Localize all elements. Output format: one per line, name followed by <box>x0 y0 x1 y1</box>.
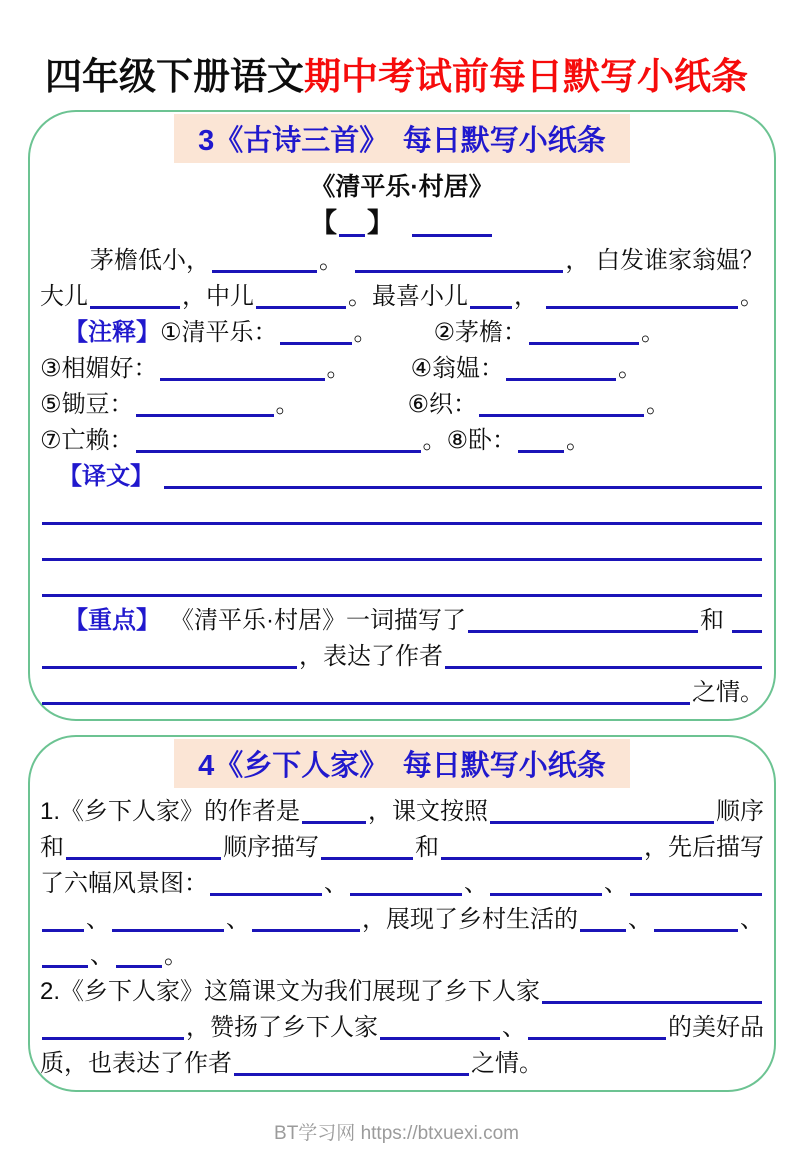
text-run: ①清平乐： <box>160 319 278 347</box>
worksheet-line <box>40 385 764 421</box>
label-text: 【注释】 <box>64 319 160 347</box>
text-run: 了六幅风景图： <box>40 870 208 898</box>
text-run: 、 <box>740 906 764 934</box>
blank-field <box>164 481 762 489</box>
blank-field <box>542 996 762 1004</box>
worksheet-line <box>40 637 764 673</box>
gap <box>154 492 162 493</box>
text-run: 、 <box>464 870 488 898</box>
blank-field <box>350 888 462 896</box>
text-run: 的美好品 <box>668 1014 764 1042</box>
text-run: 。 <box>326 355 351 383</box>
gap <box>538 312 544 313</box>
blank-field <box>546 301 738 309</box>
gap <box>343 276 353 277</box>
blank-field <box>654 924 738 932</box>
text-run: 。 <box>646 391 671 419</box>
text-run: 、 <box>90 942 114 970</box>
blank-field <box>445 661 762 669</box>
text-run: 。 <box>353 319 378 347</box>
worksheet-line <box>40 205 764 241</box>
label-text: 【译文】 <box>58 463 154 491</box>
text-run: ，中儿 <box>182 283 254 311</box>
blank-field <box>136 409 274 417</box>
text-run: 之情。 <box>471 1050 543 1078</box>
blank-field <box>355 265 563 273</box>
worksheet-line <box>40 900 764 936</box>
text-run: 1.《乡下人家》的作者是 <box>40 798 301 826</box>
blank-field <box>468 625 698 633</box>
section-lines <box>40 792 764 1080</box>
blank-field <box>256 301 346 309</box>
text-run: 【 <box>310 208 337 238</box>
footer-credit: BT学习网 https://btxuexi.com <box>274 1123 519 1145</box>
blank-field <box>280 337 352 345</box>
blank-field <box>506 373 616 381</box>
worksheet-line <box>40 493 764 529</box>
text-run: ，课文按照 <box>368 798 489 826</box>
blank-field <box>42 517 762 525</box>
blank-field <box>42 553 762 561</box>
text-run: ，展现了乡村生活的 <box>362 906 578 934</box>
text-run: ， 白发谁家翁媪？ <box>565 247 764 275</box>
blank-field <box>42 960 88 968</box>
text-run: 。 <box>641 319 666 347</box>
worksheet-line <box>40 349 764 385</box>
worksheet-line <box>40 457 764 493</box>
blank-field <box>490 816 714 824</box>
text-run: 】 <box>367 208 394 238</box>
text-run: 。⑧卧： <box>422 427 517 455</box>
text-run: 顺序描写 <box>223 834 319 862</box>
text-run: ③相媚好： <box>40 355 158 383</box>
section-header-label: 4《乡下人家》 每日默写小纸条 <box>198 750 606 783</box>
text-run: ⑦亡赖： <box>40 427 134 455</box>
blank-field <box>234 1068 469 1076</box>
blank-field <box>412 229 492 237</box>
section-header <box>174 739 630 788</box>
gap <box>351 384 411 385</box>
page-title-black: 四年级下册语文 <box>45 56 304 97</box>
worksheet-line <box>40 828 764 864</box>
text-run: 、 <box>604 870 628 898</box>
blank-field <box>380 1032 500 1040</box>
blank-field <box>732 625 762 633</box>
blank-field <box>136 445 421 453</box>
blank-field <box>529 337 639 345</box>
worksheet-line <box>40 421 764 457</box>
worksheet-line <box>40 167 764 205</box>
text-run: 。 <box>618 355 643 383</box>
blank-field <box>580 924 626 932</box>
text-run: 、 <box>502 1014 526 1042</box>
text-run: 。 <box>566 427 591 455</box>
blank-field <box>116 960 162 968</box>
worksheet-line <box>40 972 764 1008</box>
blank-field <box>490 888 602 896</box>
text-run: ④翁媪： <box>410 355 505 383</box>
worksheet-line <box>40 277 764 313</box>
text-run: ⑤锄豆： <box>40 391 134 419</box>
worksheet-line <box>40 241 764 277</box>
section-gushi-sanshou <box>28 110 776 721</box>
text-run: ， <box>514 283 538 311</box>
blank-field <box>470 301 512 309</box>
blank-field <box>42 1032 184 1040</box>
blank-field <box>112 924 224 932</box>
worksheet-line <box>40 1008 764 1044</box>
gap <box>724 636 730 637</box>
worksheet-line <box>40 565 764 601</box>
worksheet-line <box>40 936 764 972</box>
worksheet-line <box>40 673 764 709</box>
blank-field <box>518 445 564 453</box>
worksheet-line <box>40 792 764 828</box>
text-run: 、 <box>226 906 250 934</box>
blank-field <box>42 924 84 932</box>
blank-field <box>90 301 180 309</box>
text-run: 。 <box>740 283 764 311</box>
text-run: ⑥织： <box>407 391 478 419</box>
blank-field <box>630 888 762 896</box>
text-run: 。 <box>275 391 300 419</box>
label-text: 【重点】 <box>64 607 160 635</box>
blank-field <box>528 1032 666 1040</box>
section-xiangxia-renjia <box>28 735 776 1092</box>
text-run: 和 <box>700 607 724 635</box>
worksheet-line <box>40 313 764 349</box>
page-title-red: 期中考试前每日默写小纸条 <box>304 56 748 97</box>
text-run: 2.《乡下人家》这篇课文为我们展现了乡下人家 <box>40 978 541 1006</box>
text-run: 《清平乐·村居》一词描写了 <box>170 607 466 635</box>
blank-field <box>212 265 317 273</box>
section-header <box>174 114 630 163</box>
text-run: ，赞扬了乡下人家 <box>186 1014 378 1042</box>
blank-field <box>66 852 221 860</box>
blank-field <box>42 661 297 669</box>
worksheet-line <box>40 1044 764 1080</box>
blank-field <box>302 816 366 824</box>
text-run: 《清平乐·村居》 <box>310 173 494 202</box>
blank-field <box>321 852 413 860</box>
blank-field <box>479 409 644 417</box>
text-run: 和 <box>415 834 439 862</box>
text-run: 。最喜小儿 <box>348 283 468 311</box>
text-run: 。 <box>319 247 343 275</box>
text-run: 和 <box>40 834 64 862</box>
text-run: 、 <box>628 906 652 934</box>
text-run: ②茅檐： <box>433 319 528 347</box>
text-run: 茅檐低小， <box>90 247 210 275</box>
section-lines <box>40 167 764 709</box>
text-run: 大儿 <box>40 283 88 311</box>
text-run: ，表达了作者 <box>299 643 443 671</box>
blank-field <box>42 589 762 597</box>
worksheet-line <box>40 864 764 900</box>
text-run: 之情。 <box>692 679 764 707</box>
page-title <box>0 46 793 100</box>
gap <box>378 348 434 349</box>
gap <box>160 636 170 637</box>
worksheet-line <box>40 529 764 565</box>
blank-field <box>42 697 690 705</box>
text-run: ，先后描写 <box>644 834 764 862</box>
blank-field <box>252 924 360 932</box>
blank-field <box>441 852 642 860</box>
text-run: 质，也表达了作者 <box>40 1050 232 1078</box>
text-run: 顺序 <box>716 798 764 826</box>
gap <box>300 420 408 421</box>
gap <box>394 240 410 241</box>
section-header-label: 3《古诗三首》 每日默写小纸条 <box>198 125 606 157</box>
text-run: 、 <box>86 906 110 934</box>
blank-field <box>210 888 322 896</box>
worksheet-line <box>40 601 764 637</box>
blank-field <box>339 229 365 237</box>
blank-field <box>160 373 325 381</box>
text-run: 、 <box>324 870 348 898</box>
text-run: 。 <box>164 942 188 970</box>
